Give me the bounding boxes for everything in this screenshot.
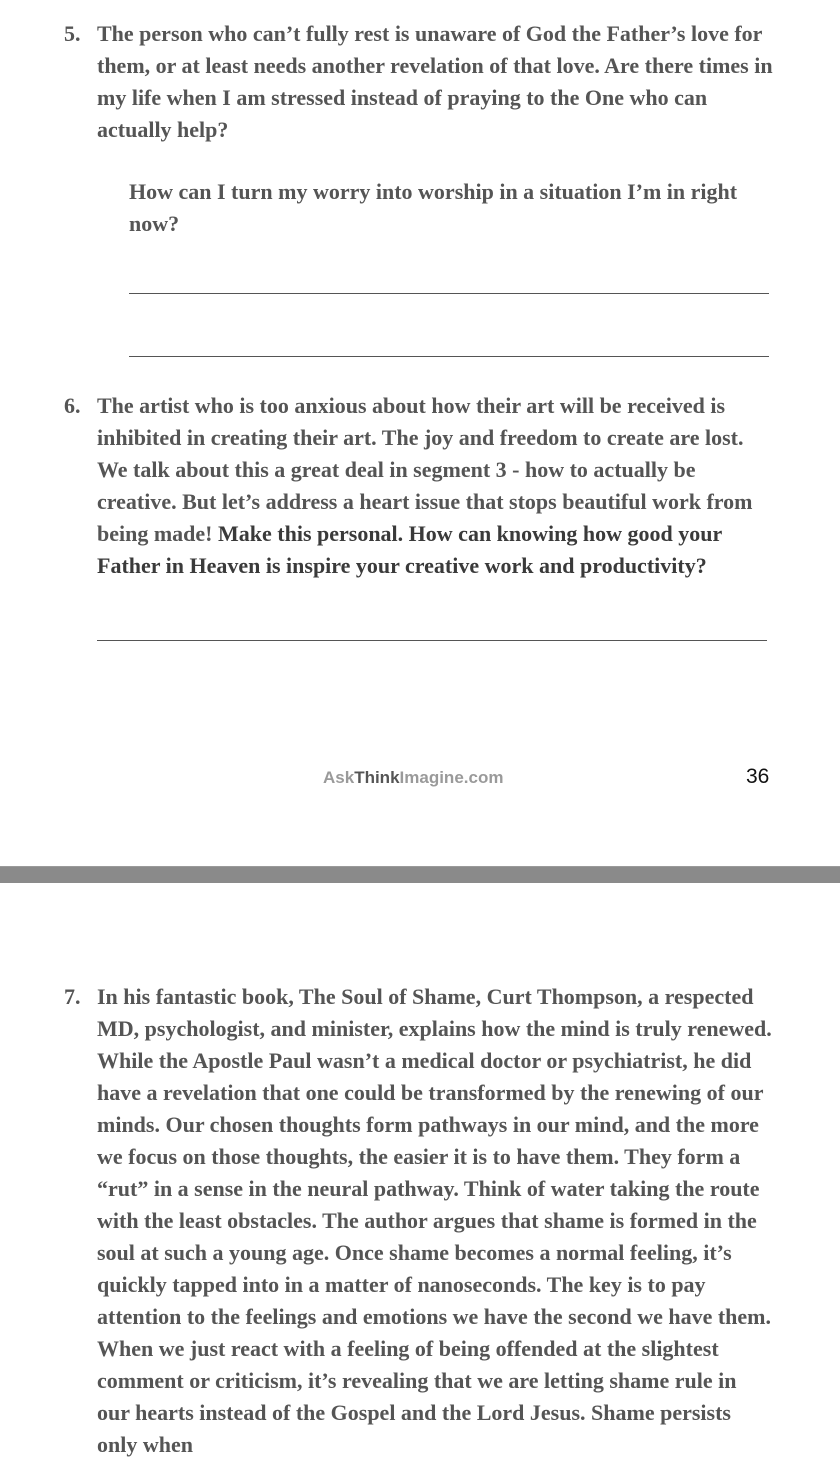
question-number: 5.: [64, 21, 81, 46]
question-number: 6.: [64, 393, 81, 418]
page-37: [0, 883, 840, 1466]
question-text: The person who can’t fully rest is unaware of God the Father’s love for them, or at least needs another revelation of that love. Are there times in my life when I am stressed instead of praying to the One who can actually help?: [97, 21, 773, 142]
answer-line-3: [97, 640, 767, 641]
question-text: [97, 390, 774, 582]
site-ask: Ask: [323, 768, 355, 787]
question-text-part-1: The artist who is too anxious about how their art will be received is inhibited in creating their art. The joy and freedom to create are lost. We talk about this a great deal in segment 3 - how to actually be creative. But let’s address a heart issue that stops beautiful work from being made!: [97, 393, 753, 546]
question-5: [64, 18, 774, 146]
page-divider: [0, 866, 840, 883]
answer-line-1: [129, 293, 769, 294]
footer-website: [323, 768, 503, 788]
question-text-part-2: Make this personal. How can knowing how good your Father in Heaven is inspire your creative work and productivity?: [97, 521, 722, 578]
site-think: Think: [354, 768, 400, 787]
reflection-prompt: How can I turn my worry into worship in a situation I’m in right now?: [129, 179, 738, 236]
question-text: In his fantastic book, The Soul of Shame, Curt Thompson, a respected MD, psychologist, and minister, explains how the mind is truly renewed. While the Apostle Paul wasn’t a medical doctor or psychiatrist, he did have a revelation that one could be transformed by the renewing of our minds. Our chosen thoughts form pathways in our mind, and the more we focus on those thoughts, the easier it is to have them. They form a “rut” in a sense in the neural pathway. Think of water taking the route with the least obstacles. The author argues that shame is formed in the soul at such a young age. Once shame becomes a normal feeling, it’s quickly tapped into in a matter of nanoseconds. The key is to pay attention to the feelings and emotions we have the second we have them. When we just react with a feeling of being offended at the slightest comment or criticism, it’s revealing that we are letting shame rule in our hearts instead of the Gospel and the Lord Jesus. Shame persists only when: [97, 984, 772, 1457]
question-number: 7.: [64, 984, 81, 1009]
site-imagine: Imagine.com: [399, 768, 504, 787]
question-7: [64, 981, 774, 1461]
question-6: [64, 390, 774, 582]
answer-line-2: [129, 356, 769, 357]
page-number: 36: [746, 765, 770, 788]
